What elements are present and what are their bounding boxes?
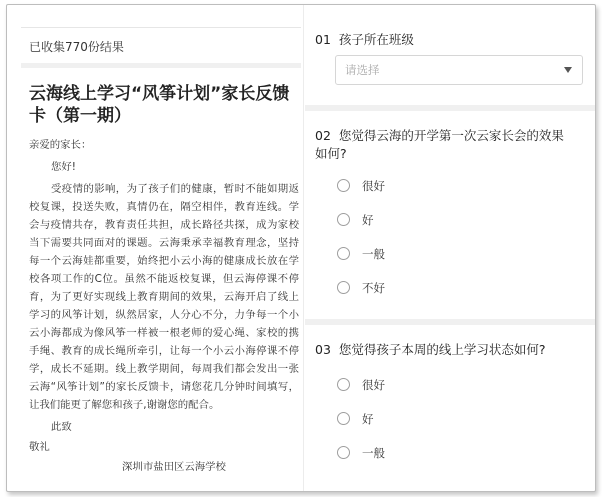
option-very-good[interactable]: [337, 376, 385, 394]
option-label: 不好: [362, 281, 385, 295]
question-1-title: [315, 31, 575, 49]
letter-body: [29, 132, 299, 476]
letter-signature: 深圳市盐田区云海学校: [122, 461, 226, 473]
option-average[interactable]: [337, 245, 385, 263]
radio-button[interactable]: [337, 378, 350, 391]
divider: [305, 105, 595, 111]
letter-title: 云海线上学习“风筝计划”家长反馈卡（第一期）: [29, 84, 290, 126]
question-text: 您觉得云海的开学第一次云家长会的效果如何?: [315, 128, 564, 161]
question-number: 01: [315, 32, 331, 47]
radio-button[interactable]: [337, 446, 350, 459]
letter-hello: 您好!: [51, 161, 76, 173]
question-number: 02: [315, 128, 331, 143]
letter-closing: 此致: [51, 421, 72, 433]
option-good[interactable]: [337, 410, 374, 428]
collected-count: 已收集770份结果: [21, 27, 301, 65]
radio-button[interactable]: [337, 247, 350, 260]
option-label: 很好: [362, 179, 385, 193]
option-label: 一般: [362, 446, 385, 460]
letter-regards: 敬礼: [29, 441, 50, 453]
divider: [21, 63, 301, 68]
letter-paragraph: 受疫情的影响，为了孩子们的健康，暂时不能如期返校复课，投送失败，真情仍在，隔空相伴，教育连线。学会与疫情共存，教育责任共担，成长路径共探，成为家校当下需要共同面对的课题。云海秉承幸福教育理念，坚持每一个云海娃都重要，始终把小云小海的健康成长放在学校各项工作的C位。虽然不能返校复课，但云海停课不停育，为了更好实现线上教育期间的效果，云海开启了线上学习的风筝计划，纵然居家，人分心不分，力争每一个小云小海都成为像风筝一样被一根老师的爱心绳、家校的携手绳、教育的成长绳所牵引，让每一个小云小海停课不停学，成长不延期。线上教学期间，每周我们都会发出一张云海“风筝计划”的家长反馈卡，请您花几分钟时间填写，让我们能更了解您和孩子,谢谢您的配合。: [29, 183, 299, 411]
option-label: 好: [362, 213, 374, 227]
intro-panel: [7, 5, 305, 491]
class-select[interactable]: [335, 55, 583, 85]
radio-button[interactable]: [337, 412, 350, 425]
option-label: 好: [362, 412, 374, 426]
select-placeholder: 请选择: [345, 63, 380, 77]
option-average[interactable]: [337, 444, 385, 462]
question-text: 您觉得孩子本周的线上学习状态如何?: [338, 342, 546, 357]
chevron-down-icon: [564, 67, 572, 73]
question-text: 孩子所在班级: [338, 32, 414, 47]
option-label: 一般: [362, 247, 385, 261]
radio-button[interactable]: [337, 213, 350, 226]
panel-separator: [303, 5, 304, 491]
letter-greeting: 亲爱的家长：: [29, 139, 92, 151]
question-3-title: [315, 341, 575, 359]
option-good[interactable]: [337, 211, 374, 229]
option-very-good[interactable]: [337, 177, 385, 195]
question-2-title: [315, 127, 575, 163]
option-label: 很好: [362, 378, 385, 392]
option-bad[interactable]: [337, 279, 385, 297]
question-panel: [305, 5, 595, 491]
radio-button[interactable]: [337, 281, 350, 294]
survey-window: [6, 4, 596, 492]
divider: [305, 319, 595, 325]
question-number: 03: [315, 342, 331, 357]
radio-button[interactable]: [337, 179, 350, 192]
